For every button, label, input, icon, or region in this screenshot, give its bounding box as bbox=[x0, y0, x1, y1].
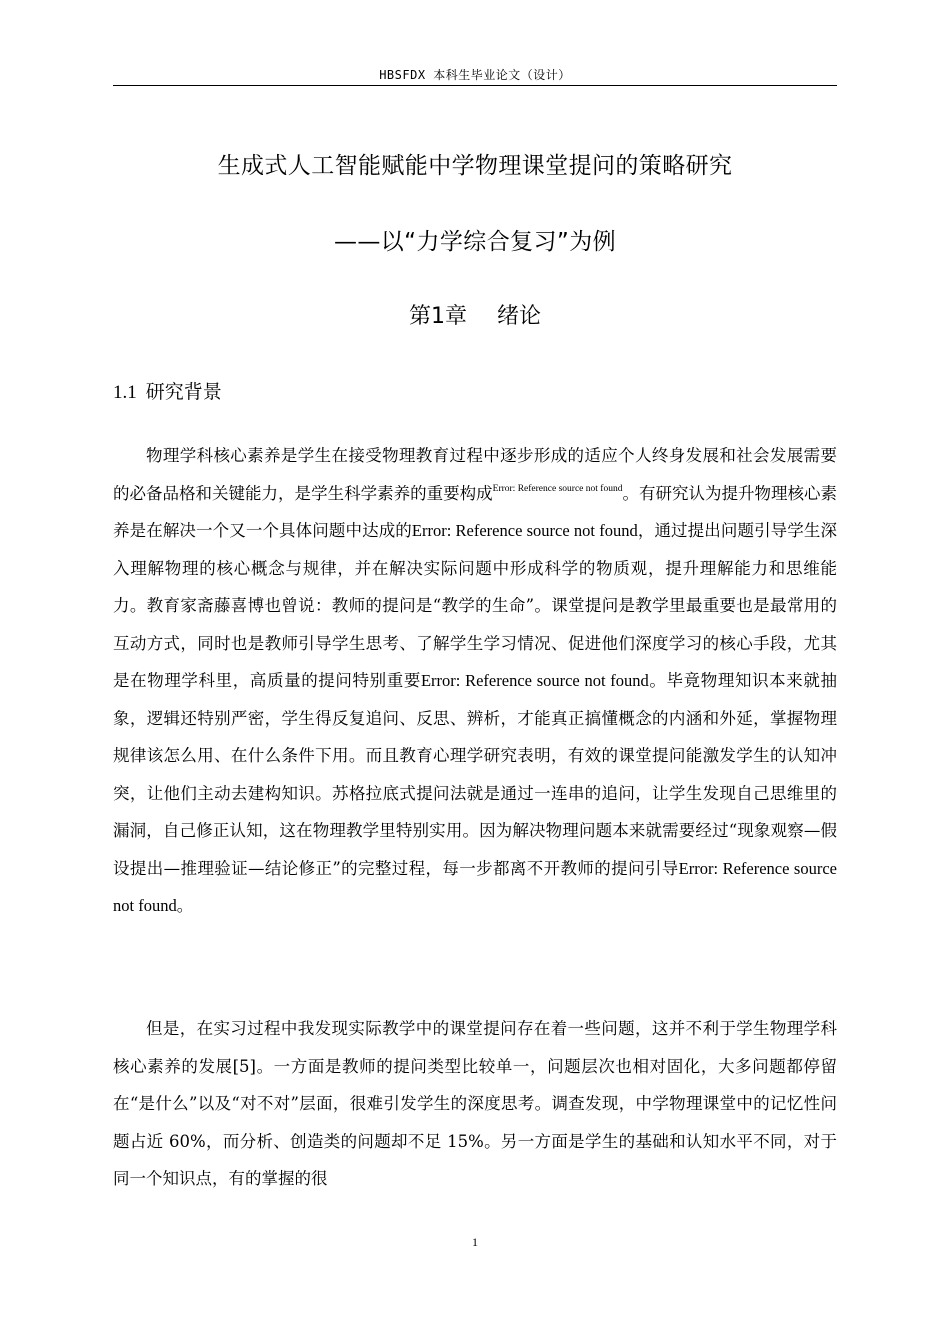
section-heading bbox=[113, 377, 222, 404]
chapter-name: 绪论 bbox=[496, 304, 541, 329]
paragraph-text: 。有研究认为提升物理核心素养是在解决一个又一个具体问题中达成的 bbox=[113, 483, 838, 540]
page-number: 1 bbox=[472, 1235, 478, 1249]
section-name: 研究背景 bbox=[145, 381, 222, 403]
thesis-title: 生成式人工智能赋能中学物理课堂提问的策略研究 bbox=[217, 153, 733, 179]
chapter-number: 第1章 bbox=[408, 304, 467, 329]
thesis-subtitle: ——以“力学综合复习”为例 bbox=[333, 229, 617, 255]
paragraph-text: 。 bbox=[176, 896, 194, 915]
section-number: 1.1 bbox=[113, 382, 137, 403]
reference-error[interactable]: Error: Reference source not found bbox=[113, 858, 837, 915]
paragraph-text: 物理学科核心素养是学生在接受物理教育过程中逐步形成的适应个人终身发展和社会发展需要的必备品格和关键能力，是学生科学素养的重要构成 bbox=[113, 446, 837, 503]
paragraph-text: 。毕竟物理知识本来就抽象，逻辑还特别严密，学生得反复追问、反思、辨析，才能真正搞懂概念的内涵和外延，掌握物理规律该怎么用、在什么条件下用。而且教育心理学研究表明，有效的课堂提问能激发学生的认知冲突，让他们主动去建构知识。苏格拉底式提问法就是通过一连串的追问，让学生发现自己思维里的漏洞，自己修正认知，这在物理教学里特别实用。因为解决物理问题本来就需要经过“现象观察—假设提出—推理验证—结论修正”的完整过程，每一步都离不开教师的提问引导 bbox=[113, 671, 838, 878]
body-paragraph-2: 但是，在实习过程中我发现实际教学中的课堂提问存在着一些问题，这并不利于学生物理学科核心素养的发展[5]。一方面是教师的提问类型比较单一，问题层次也相对固化，大多问题都停留在“是什么”以及“对不对”层面，很难引发学生的深度思考。调查发现，中学物理课堂中的记忆性问题占近 60%，而分析、创造类的问题却不足 15%。另一方面是学生的基础和认知水平不同，对于同一个知识点，有的掌握的很 bbox=[113, 1019, 837, 1188]
running-header: HBSFDX 本科生毕业论文（设计） bbox=[379, 68, 571, 82]
header-rule bbox=[113, 85, 837, 86]
body-paragraph-1 bbox=[113, 437, 837, 925]
reference-error[interactable]: Error: Reference source not found bbox=[420, 671, 649, 690]
chapter-heading bbox=[113, 299, 837, 330]
paragraph-text: ，通过提出问题引导学生深入理解物理的核心概念与规律，并在解决实际问题中形成科学的物质观，提升理解能力和思维能力。教育家斋藤喜博也曾说：教师的提问是“教学的生命”。课堂提问是教学里最重要也是最常用的互动方式，同时也是教师引导学生思考、了解学生学习情况、促进他们深度学习的核心手段，尤其是在物理学科里，高质量的提问特别重要 bbox=[113, 521, 838, 690]
reference-error[interactable]: Error: Reference source not found bbox=[411, 521, 638, 540]
reference-error-superscript[interactable]: Error: Reference source not found bbox=[492, 483, 623, 494]
